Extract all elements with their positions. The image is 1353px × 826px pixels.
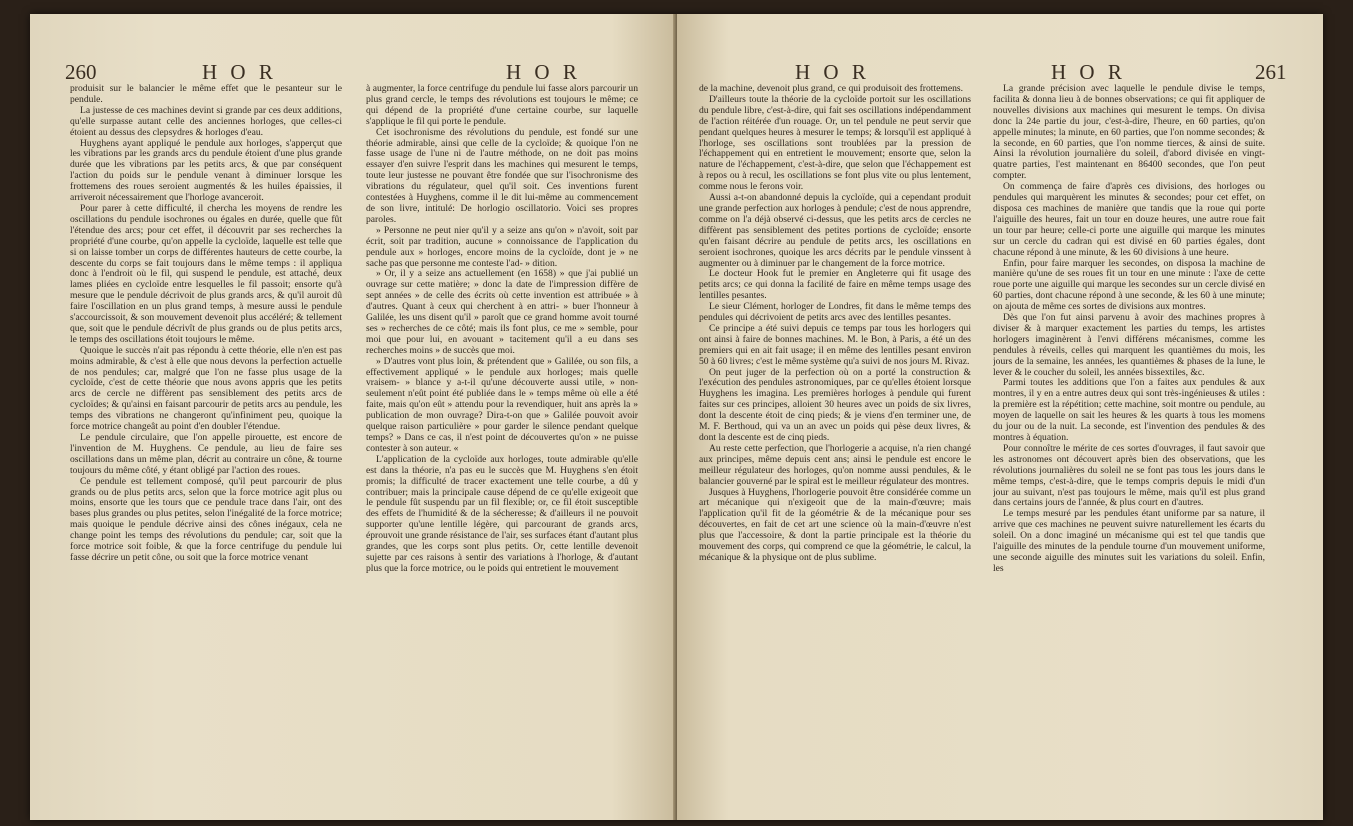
paragraph: Parmi toutes les additions que l'on a faites aux pendules & aux montres, il y en a entre autres deux qui sont très-ingénieuses & utiles : la première est la répétition; cette machine, soit montre ou pendule, au moyen de laquelle on sait les heures & les quarts à tous les momens du jour ou de la nuit. La seconde, est l'invention des pendules & des montres à équation.	[993, 377, 1265, 443]
text-column	[366, 84, 638, 804]
paragraph: à augmenter, la force centrifuge du pendule lui fasse alors parcourir un plus grand cercle, le temps des révolutions est toujours le même; ce qui dépend de la propriété d'une certaine courbe, sur laquelle s'applique le fil qui porte le pendule.	[366, 84, 638, 127]
paragraph: produisit sur le balancier le même effet que le pesanteur sur le pendule.	[70, 84, 342, 105]
paragraph: La grande précision avec laquelle le pendule divise le temps, facilita & donna lieu à de bonnes observations; ce qui fit appliquer de nouvelles divisions aux machines qui mesurent le temps. On divisa donc la 24e partie du jour, c'est-à-dire, l'heure, en 60 parties, qu'on appelle minutes; la minute, en 60 parties, que l'on nomme secondes; & la seconde, en 60 parties, que l'on nomme tierces, & ainsi de suite. Ainsi la révolution journalière du soleil, d'abord divisée en vingt-quatre parties, l'est maintenant en 86400 secondes, que l'on peut compter.	[993, 84, 1265, 182]
running-head: H O R	[202, 60, 277, 84]
paragraph: L'application de la cycloïde aux horloges, toute admirable qu'elle est dans la théorie, n'a pas eu le succès que M. Huyghens s'en étoit promis; la difficulté de tracer exactement une telle courbe, a dû y contribuer; mais la principale cause dépend de ce qu'elle exigeoit que le pendule fût suspendu par un fil flexible; or, ce fil étoit susceptible des effets de l'humidité & de la sécheresse; & d'ailleurs il ne pouvoit supporter qu'une lentille légère, qui parcourant de grands arcs, éprouvoit une grande résistance de l'air, ses surfaces étant d'autant plus grandes, que les corps sont plus petits. Or, cette lentille devenoit sujette par ces raisons à sentir des variations à l'horloge, & d'autant plus que la force motrice, ou le poids qui entretient le mouvement	[366, 453, 638, 574]
paragraph: Dès que l'on fut ainsi parvenu à avoir des machines propres à diviser & à marquer exactement les parties du temps, les artistes horlogers imaginèrent à l'envi différens mécanismes, comme les pendules à réveils, celles qui marquent les quantièmes du mois, les jours de la semaine, les années, les quantièmes & phases de la lune, le lever & le coucher du soleil, les années bissextiles, &c.	[993, 312, 1265, 378]
right-page	[677, 14, 1323, 820]
page-number: 261	[1255, 60, 1287, 84]
paragraph: Huyghens ayant appliqué le pendule aux horloges, s'apperçut que les vibrations par les grands arcs du pendule étoient d'une plus grande durée que les vibrations par les petits arcs, & que par conséquent l'action du poids sur le pendule venant à diminuer lorsque les frottemens des roues seroient augmentés & les huiles épaissies, il arriveroit nécessairement que l'horloge avanceroit.	[70, 137, 342, 204]
left-page-header	[30, 60, 676, 82]
paragraph: Jusques à Huyghens, l'horlogerie pouvoit être considérée comme un art mécanique qui n'exigeoit que de la main-d'œuvre; mais l'application qu'il fit de la géométrie & de la mécanique pour ses découvertes, en fait de cet art une science où la main-d'œuvre n'est plus que l'accessoire, & dont la partie principale est la théorie du mouvement des corps, qui comprend ce que la géométrie, le calcul, la mécanique & la physique ont de plus sublime.	[699, 486, 971, 563]
paragraph: Quoique le succès n'ait pas répondu à cette théorie, elle n'en est pas moins admirable, & c'est à elle que nous devons la perfection actuelle de nos pendules; car, malgré que l'on ne fasse plus usage de la cycloïde, c'est de cette théorie que nous avons appris que les petits arcs de cercle ne diffèrent pas sensiblement des petits arcs de cycloïdes; & qu'ainsi en faisant parcourir de petits arcs au pendule, les temps des vibrations ne changeront qu'infiniment peu, quoique la force motrice changeât au point d'en doubler l'étendue.	[70, 344, 342, 433]
paragraph: Enfin, pour faire marquer les secondes, on disposa la machine de manière qu'une de ses roues fit un tour en une minute : l'axe de cette roue porte une aiguille qui marque les secondes sur un cercle divisé en 60 parties, dont chacune répond à une seconde, & les 60 à une minute; on ajouta de même ces sortes de divisions aux montres.	[993, 257, 1265, 313]
paragraph: Ce principe a été suivi depuis ce temps par tous les horlogers qui ont ainsi à faire de bonnes machines. M. le Bon, à Paris, a été un des premiers qui en ait fait usage; il en même des lentilles pesant environ 50 à 60 livres; c'est le même système qu'a suivi de nos jours M. Rivaz.	[699, 322, 971, 367]
paragraph: Ce pendule est tellement composé, qu'il peut parcourir de plus grands ou de plus petits arcs, selon que la force motrice agit plus ou moins, ensorte que les tours que ce pendule trace dans l'air, ont des bases plus grandes ou plus petites, selon l'inégalité de la force motrice; mais quoique le pendule décrive ainsi des cônes inégaux, cela ne change point les temps des révolutions du pendule; car, soit que la force motrice soit foible, & que la force centrifuge du pendule lui fasse décrire un petit cône, ou soit que la force motrice venant	[70, 475, 342, 563]
paragraph: Au reste cette perfection, que l'horlogerie a acquise, n'a rien changé aux principes, même depuis cent ans; ainsi le pendule est encore le meilleur régulateur des horloges, qu'on nomme aussi pendules, & le balancier gouverné par le spiral est le meilleur régulateur des montres.	[699, 442, 971, 487]
left-page	[30, 14, 676, 820]
text-column	[699, 84, 971, 804]
running-head: H O R	[506, 60, 581, 84]
paragraph: » Or, il y a seize ans actuellement (en 1658) » que j'ai publié un ouvrage sur cette matière; » donc la date de l'impression diffère de sept années » de celle des écrits où cette invention est attribuée » à d'autres. Quant à ceux qui cherchent à en attri- » buer l'honneur à Galilée, les uns disent qu'il » paroît que ce grand homme avoit tourné ses » recherches de ce côté; mais ils font plus, ce me » semble, pour moi que pour lui, en avouant » tacitement qu'il a eu dans ses recherches moins » de succès que moi.	[366, 268, 638, 356]
paragraph: La justesse de ces machines devint si grande par ces deux additions, qu'elle surpasse autant celle des anciennes horloges, que celles-ci étoient au dessus des clepsydres & horloges d'eau.	[70, 104, 342, 138]
text-column	[993, 84, 1265, 804]
paragraph: On peut juger de la perfection où on a porté la construction & l'exécution des pendules astronomiques, par ce qu'elles étoient lorsque Huyghens les imagina. Les premières horloges à pendule qui furent faites sur ces principes, alloient 30 heures avec un poids de six livres, dont la descente étoit de cinq pieds; & je viens d'en terminer une, de M. F. Berthoud, qui va un an avec un poids qui pèse deux livres, & dont la descente est de cinq pieds.	[699, 366, 971, 443]
paragraph: » D'autres vont plus loin, & prétendent que » Galilée, ou son fils, a effectivement appliqué » le pendule aux horloges; mais quelle vraisem- » blance y a-t-il qu'une découverte aussi utile, » non-seulement n'eût point été publiée dans le » temps même où elle a été faite, mais qu'on eût » attendu pour la revendiquer, huit ans après la » publication de mon ouvrage? Dira-t-on que » Galilée pouvoit avoir quelque raison particulière » pour garder le silence pendant quelque temps? » Dans ce cas, il n'est point de découvertes qu'on » ne puisse contester à son auteur. «	[366, 355, 638, 454]
paragraph: de la machine, devenoit plus grand, ce qui produisoit des frottemens.	[699, 84, 964, 94]
paragraph: Le temps mesuré par les pendules étant uniforme par sa nature, il arrive que ces machines ne peuvent suivre naturellement les écarts du soleil. On a donc imaginé un mécanisme qui est tel que tandis que l'aiguille des minutes de la pendule tourne d'un mouvement uniforme, une seconde aiguille des minutes suit les variations du soleil. Enfin, les	[993, 508, 1265, 574]
paragraph: Cet isochronisme des révolutions du pendule, est fondé sur une théorie admirable, ainsi que celle de la cycloïde; & quoique l'on ne fasse usage de l'une ni de l'autre méthode, on ne doit pas moins essayer d'en suivre l'esprit dans les machines qui mesurent le temps, toute leur justesse ne pouvant être fondée que sur l'isochronisme des vibrations du régulateur, quel qu'il soit. Ces inventions furent contestées à Huyghens, comme il le dit lui-même au commencement de son livre, intitulé: De horlogio oscillatorio. Voici ses propres paroles.	[366, 126, 638, 225]
paragraph: Le docteur Hook fut le premier en Angleterre qui fit usage des petits arcs; ce qui donna la facilité de faire en même temps usage des lentilles pesantes.	[699, 268, 971, 302]
paragraph: Le pendule circulaire, que l'on appelle pirouette, est encore de l'invention de M. Huyghens. Ce pendule, au lieu de faire ses oscillations dans un même plan, décrit au contraire un cône, & tourne toujours du même côté, y étant obligé par l'action des roues.	[70, 432, 342, 476]
paragraph: On commença de faire d'après ces divisions, des horloges ou pendules qui marquèrent les minutes & secondes; pour cet effet, on disposa ces machines de manière que tandis que la roue qui porte l'aiguille des heures, fait un tour en douze heures, une autre roue fait un tour par heure; celle-ci porte une aiguille qui marque les minutes sur un cercle du cadran qui est divisé en 60 parties égales, dont chacune répond à une minute, & les 60 divisions à une heure.	[993, 181, 1265, 258]
book-spread	[30, 14, 1323, 820]
page-number: 260	[65, 60, 97, 84]
right-page-header	[677, 60, 1323, 82]
running-head: H O R	[795, 60, 870, 84]
paragraph: Aussi a-t-on abandonné depuis la cycloïde, qui a cependant produit une grande perfection aux horloges à pendule; c'est de nous apprendre, comme on l'a déjà observé ci-dessus, que les petits arcs de cercles ne diffèrent pas sensiblement des petites portions de cycloïde; ensorte qu'en faisant décrire au pendule de petits arcs, les oscillations en seroient isochrones, quoique les arcs décrits par le pendule vinssent à augmenter ou à diminuer par le changement de la force motrice.	[699, 192, 971, 269]
text-column	[70, 84, 342, 804]
paragraph: Le sieur Clément, horloger de Londres, fit dans le même temps des pendules qui décrivoient de petits arcs avec des lentilles pesantes.	[699, 301, 971, 324]
paragraph: Pour connoître le mérite de ces sortes d'ouvrages, il faut savoir que les astronomes ont découvert après bien des observations, que les révolutions journalières du soleil ne se font pas tous les jours dans le même temps, c'est-à-dire, que le temps compris depuis le midi d'un jour au suivant, n'est pas toujours le même, mais qu'il est plus grand dans certains jours de l'année, & plus court en d'autres.	[993, 442, 1265, 509]
running-head: H O R	[1051, 60, 1126, 84]
paragraph: Pour parer à cette difficulté, il chercha les moyens de rendre les oscillations du pendule isochrones ou égales en durée, quelle que fût l'étendue des arcs; pour cet effet, il découvrit par ses recherches la propriété d'une courbe, qu'on appelle la cycloïde, laquelle est telle que si on laisse tomber un corps de différentes hauteurs de cette courbe, la descente du corps se fait toujours dans le même temps : il appliqua donc à l'endroit où le fil, qui suspend le pendule, est attaché, deux lames pliées en cycloïde entre lesquelles le fil passoit; ensorte qu'à mesure que le pendule décrivoit de plus grands arcs, & qu'il auroit dû faire l'oscillation en un plus grand temps, à mesure aussi le pendule s'accourcissoit, & son mouvement devenoit plus accéléré; & tellement que, soit que le pendule décrivît de plus grands ou de plus petits arcs, le temps des oscillations étoit toujours le même.	[70, 202, 342, 345]
paragraph: D'ailleurs toute la théorie de la cycloïde portoit sur les oscillations du pendule libre, c'est-à-dire, qui fait ses oscillations indépendamment de l'action réitérée d'un rouage. Or, un tel pendule ne peut servir que pendant quelques heures à mesurer le temps; & lorsqu'il est appliqué à l'horloge, ses oscillations sont troublées par la pression de l'échappement qui en entretient le mouvement; ensorte que, selon la nature de l'échappement, c'est-à-dire, que selon que l'échappement est à repos ou à recul, les oscillations se font plus vite ou plus lentement, comme nous le ferons voir.	[699, 93, 971, 193]
paragraph: » Personne ne peut nier qu'il y a seize ans qu'on » n'avoit, soit par écrit, soit par tradition, aucune » connoissance de l'application du pendule aux » horloges, encore moins de la cycloïde, dont je » ne sache pas que personne me conteste l'ad- » dition.	[366, 224, 638, 269]
